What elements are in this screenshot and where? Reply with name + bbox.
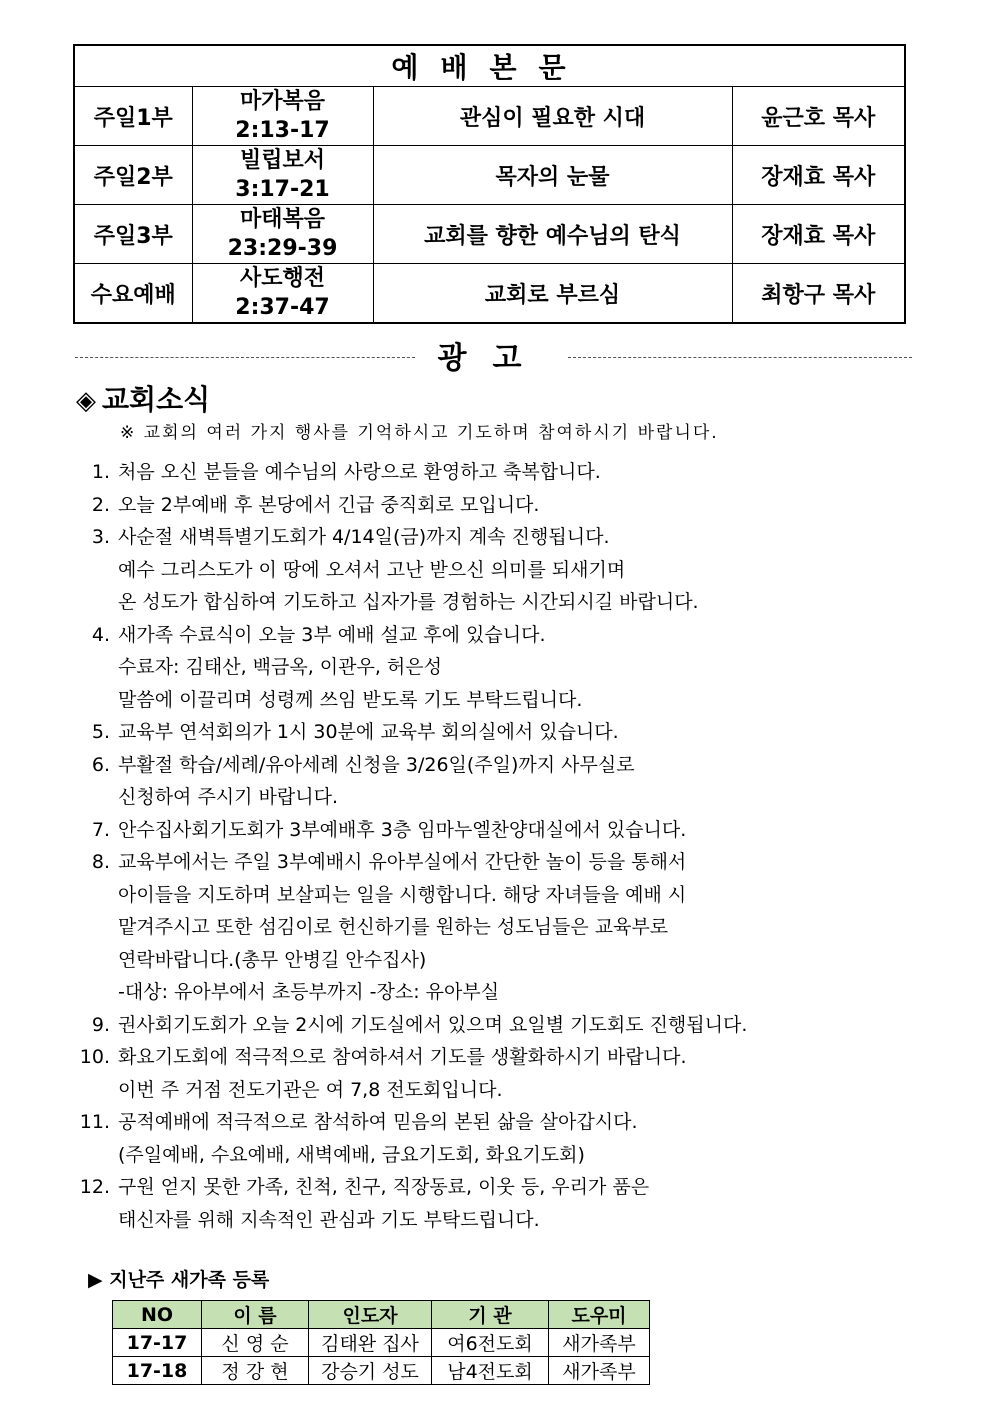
worship-row: [74, 87, 905, 146]
item-number: 1.: [91, 461, 110, 483]
list-item: [70, 1106, 950, 1171]
list-item: [70, 456, 950, 489]
item-text-line: 새가족 수료식이 오늘 3부 예배 설교 후에 있습니다.: [118, 623, 546, 646]
preacher: 장재효 목사: [732, 205, 905, 264]
list-item: [70, 1009, 950, 1042]
column-header: 기 관: [432, 1301, 549, 1329]
item-number: 7.: [91, 818, 110, 841]
divider-right: [568, 357, 912, 358]
table-row: [113, 1329, 650, 1357]
column-header: 이 름: [202, 1301, 309, 1329]
worship-title: 예배본문: [74, 45, 905, 87]
item-text-line: -대상: 유아부에서 초등부까지 -장소: 유아부실: [118, 981, 500, 1003]
scripture: 사도행전 2:37-47: [192, 264, 373, 324]
item-number: 6.: [91, 753, 110, 776]
ad-title: 광고: [437, 341, 548, 376]
service-name: 주일2부: [74, 146, 192, 205]
list-item: [70, 1041, 950, 1106]
preacher: 최항구 목사: [732, 264, 905, 324]
item-number: 9.: [91, 1013, 110, 1036]
list-item: [70, 1171, 950, 1236]
item-text-line: 교육부에서는 주일 3부예배시 유아부실에서 간단한 놀이 등을 통해서: [118, 851, 687, 873]
table-cell: 강승기 성도: [309, 1357, 432, 1385]
scripture: 빌립보서 3:17-21: [192, 146, 373, 205]
column-header: NO: [113, 1301, 202, 1329]
list-item: [70, 814, 950, 847]
item-text-line: 공적예배에 적극적으로 참석하여 믿음의 본된 삶을 살아갑시다.: [118, 1111, 638, 1133]
new-family-table: [112, 1300, 650, 1385]
table-header-row: [113, 1301, 650, 1329]
sermon-title: 목자의 눈물: [373, 146, 732, 205]
table-cell: 여6전도회: [432, 1329, 549, 1357]
announcement-list: [70, 456, 950, 1236]
table-cell: 정 강 현: [202, 1357, 309, 1385]
table-cell: 17-17: [113, 1329, 202, 1357]
item-text-line: 처음 오신 분들을 예수님의 사랑으로 환영하고 축복합니다.: [118, 461, 601, 483]
worship-row: [74, 205, 905, 264]
preacher: 장재효 목사: [732, 146, 905, 205]
list-item: [70, 749, 950, 814]
item-text-line: 권사회기도회가 오늘 2시에 기도실에서 있으며 요일별 기도회도 진행됩니다.: [118, 1013, 748, 1036]
item-text-line: 구원 얻지 못한 가족, 친척, 친구, 직장동료, 이웃 등, 우리가 품은: [118, 1176, 650, 1198]
table-cell: 새가족부: [549, 1357, 650, 1385]
item-text-line: 안수집사회기도회가 3부예배후 3층 임마누엘찬양대실에서 있습니다.: [118, 818, 687, 841]
list-item: [70, 619, 950, 717]
item-number: 10.: [79, 1046, 110, 1068]
item-text-line: 부활절 학습/세례/유아세례 신청을 3/26일(주일)까지 사무실로: [118, 753, 635, 776]
worship-row: [74, 146, 905, 205]
new-family-heading: ▶ 지난주 새가족 등록: [88, 1269, 270, 1291]
list-item: [70, 846, 950, 1009]
sermon-title: 교회를 향한 예수님의 탄식: [373, 205, 732, 264]
item-text-line: 이번 주 거점 전도기관은 여 7,8 전도회입니다.: [118, 1078, 503, 1101]
item-text-line: 말씀에 이끌리며 성령께 쓰임 받도록 기도 부탁드립니다.: [118, 688, 583, 711]
item-text-line: 오늘 2부예배 후 본당에서 긴급 중직회로 모입니다.: [118, 493, 540, 516]
news-note: ※ 교회의 여러 가지 행사를 기억하시고 기도하며 참여하시기 바랍니다.: [120, 423, 719, 443]
item-text-line: 교육부 연석회의가 1시 30분에 교육부 회의실에서 있습니다.: [118, 721, 619, 743]
worship-table: [73, 44, 906, 324]
item-text-line: (주일예배, 수요예배, 새벽예배, 금요기도회, 화요기도회): [118, 1143, 585, 1166]
item-number: 5.: [91, 721, 110, 743]
column-header: 도우미: [549, 1301, 650, 1329]
sermon-title: 관심이 필요한 시대: [373, 87, 732, 146]
news-heading: ◈ 교회소식: [76, 383, 211, 416]
table-cell: 17-18: [113, 1357, 202, 1385]
scripture: 마가복음 2:13-17: [192, 87, 373, 146]
table-cell: 김태완 집사: [309, 1329, 432, 1357]
column-header: 인도자: [309, 1301, 432, 1329]
list-item: [70, 716, 950, 749]
item-text-line: 사순절 새벽특별기도회가 4/14일(금)까지 계속 진행됩니다.: [118, 526, 610, 548]
service-name: 주일3부: [74, 205, 192, 264]
item-text-line: 태신자를 위해 지속적인 관심과 기도 부탁드립니다.: [118, 1208, 540, 1231]
item-text-line: 맡겨주시고 또한 섬김이로 헌신하기를 원하는 성도님들은 교육부로: [118, 916, 669, 938]
item-text-line: 화요기도회에 적극적으로 참여하셔서 기도를 생활화하시기 바랍니다.: [118, 1046, 687, 1068]
table-cell: 신 영 순: [202, 1329, 309, 1357]
worship-row: [74, 264, 905, 324]
service-name: 주일1부: [74, 87, 192, 146]
list-item: [70, 489, 950, 522]
service-name: 수요예배: [74, 264, 192, 324]
item-text-line: 아이들을 지도하며 보살피는 일을 시행합니다. 해당 자녀들을 예배 시: [118, 883, 687, 906]
item-text-line: 연락바랍니다.(총무 안병길 안수집사): [118, 948, 427, 971]
item-text-line: 수료자: 김태산, 백금옥, 이관우, 허은성: [118, 656, 442, 678]
item-number: 4.: [91, 623, 110, 646]
item-number: 11.: [79, 1111, 110, 1133]
item-text-line: 온 성도가 합심하여 기도하고 십자가를 경험하는 시간되시길 바랍니다.: [118, 591, 699, 613]
item-number: 2.: [91, 493, 110, 516]
item-number: 12.: [79, 1176, 110, 1198]
item-number: 3.: [91, 526, 110, 548]
table-cell: 남4전도회: [432, 1357, 549, 1385]
diamond-icon: ◈: [76, 386, 96, 416]
scripture: 마태복음 23:29-39: [192, 205, 373, 264]
table-cell: 새가족부: [549, 1329, 650, 1357]
item-text-line: 신청하여 주시기 바랍니다.: [118, 786, 339, 808]
list-item: [70, 521, 950, 619]
sermon-title: 교회로 부르심: [373, 264, 732, 324]
table-row: [113, 1357, 650, 1385]
divider-left: [75, 357, 415, 358]
item-text-line: 예수 그리스도가 이 땅에 오셔서 고난 받으신 의미를 되새기며: [118, 558, 626, 581]
preacher: 윤근호 목사: [732, 87, 905, 146]
item-number: 8.: [91, 851, 110, 873]
